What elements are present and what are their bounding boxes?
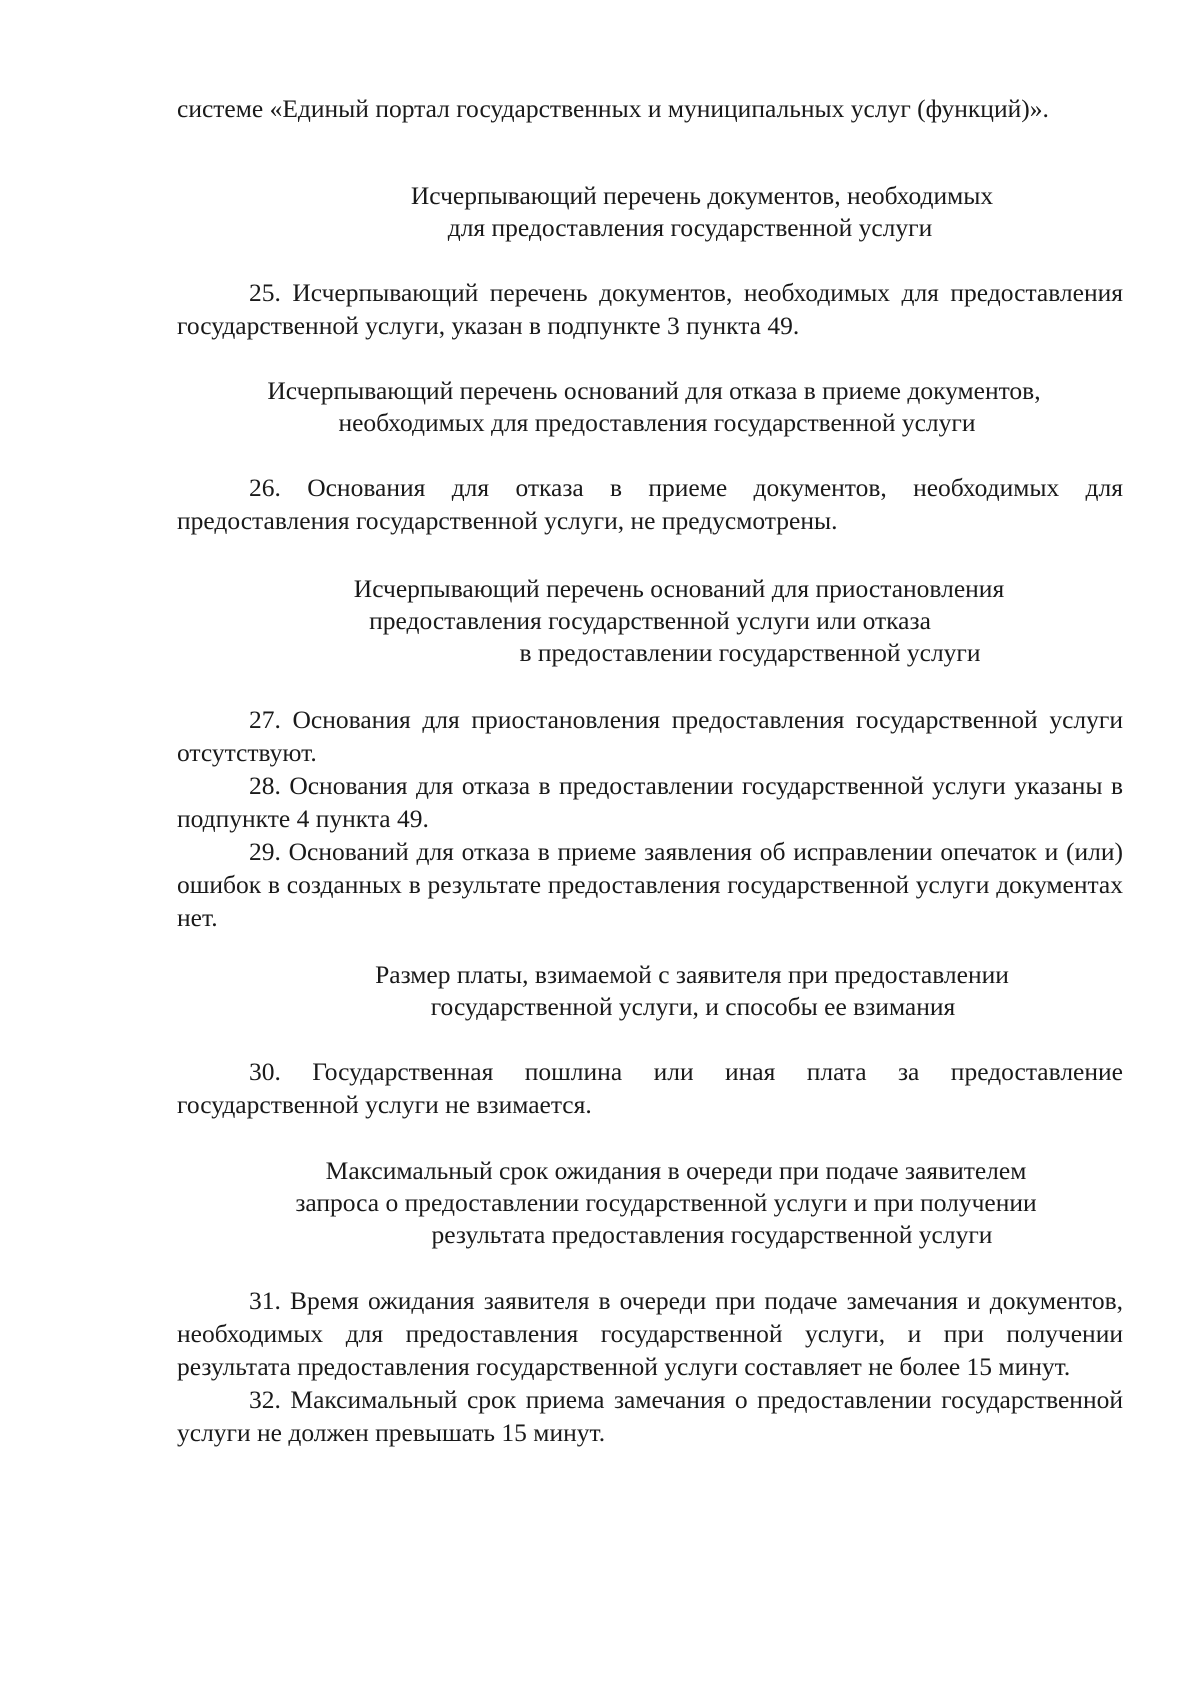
heading-line: предоставления государственной услуги или отказа — [369, 606, 931, 635]
section-heading-fee — [177, 959, 1123, 1023]
heading-line: для предоставления государственной услуги — [447, 213, 933, 242]
paragraph-text: 31. Время ожидания заявителя в очереди при подаче замечания и документов, необходимых для предоставления государственной услуги, и при получении результата предоставления государственной услуги составляет не более 15 минут. — [177, 1286, 1123, 1381]
heading-line: запроса о предоставлении государственной услуги и при получении — [295, 1188, 1037, 1217]
paragraph-text: 26. Основания для отказа в приеме документов, необходимых для предоставления государственной услуги, не предусмотрены. — [177, 473, 1123, 535]
heading-line: Исчерпывающий перечень оснований для приостановления — [353, 574, 1005, 603]
heading-line: в предоставлении государственной услуги — [519, 638, 981, 667]
heading-line: результата предоставления государственной услуги — [431, 1220, 993, 1249]
paragraph-text: 28. Основания для отказа в предоставлении государственной услуги указаны в подпункте 4 пункта 49. — [177, 771, 1123, 833]
paragraph-text: 32. Максимальный срок приема замечания о предоставлении государственной услуги не должен превышать 15 минут. — [177, 1385, 1123, 1447]
paragraph-26 — [177, 471, 1123, 537]
heading-line: Размер платы, взимаемой с заявителя при предоставлении — [375, 960, 1009, 989]
paragraphs-27-29 — [177, 703, 1123, 934]
paragraph-text: 25. Исчерпывающий перечень документов, необходимых для предоставления государственной услуги, указан в подпункте 3 пункта 49. — [177, 278, 1123, 340]
heading-line: Максимальный срок ожидания в очереди при подаче заявителем — [325, 1156, 1027, 1185]
section-heading-refusal-acceptance — [177, 375, 1123, 439]
section-heading-waiting-time — [177, 1155, 1123, 1251]
heading-line: Исчерпывающий перечень документов, необходимых — [410, 181, 994, 210]
paragraph-30 — [177, 1055, 1123, 1121]
paragraph-text: 27. Основания для приостановления предоставления государственной услуги отсутствуют. — [177, 705, 1123, 767]
paragraph-text: 29. Оснований для отказа в приеме заявления об исправлении опечаток и (или) ошибок в созданных в результате предоставления государственной услуги документах нет. — [177, 837, 1123, 932]
paragraph-text: системе «Единый портал государственных и муниципальных услуг (функций)». — [177, 94, 1049, 123]
paragraph-text: 30. Государственная пошлина или иная плата за предоставление государственной услуги не взимается. — [177, 1057, 1123, 1119]
continuation-paragraph — [177, 92, 1123, 125]
section-heading-suspension — [177, 573, 1123, 669]
section-heading-documents — [177, 180, 1123, 244]
heading-line: государственной услуги, и способы ее взимания — [430, 992, 956, 1021]
paragraphs-31-32 — [177, 1284, 1123, 1449]
heading-line: Исчерпывающий перечень оснований для отказа в приеме документов, — [267, 376, 1041, 405]
paragraph-25 — [177, 276, 1123, 342]
heading-line: необходимых для предоставления государственной услуги — [338, 408, 976, 437]
